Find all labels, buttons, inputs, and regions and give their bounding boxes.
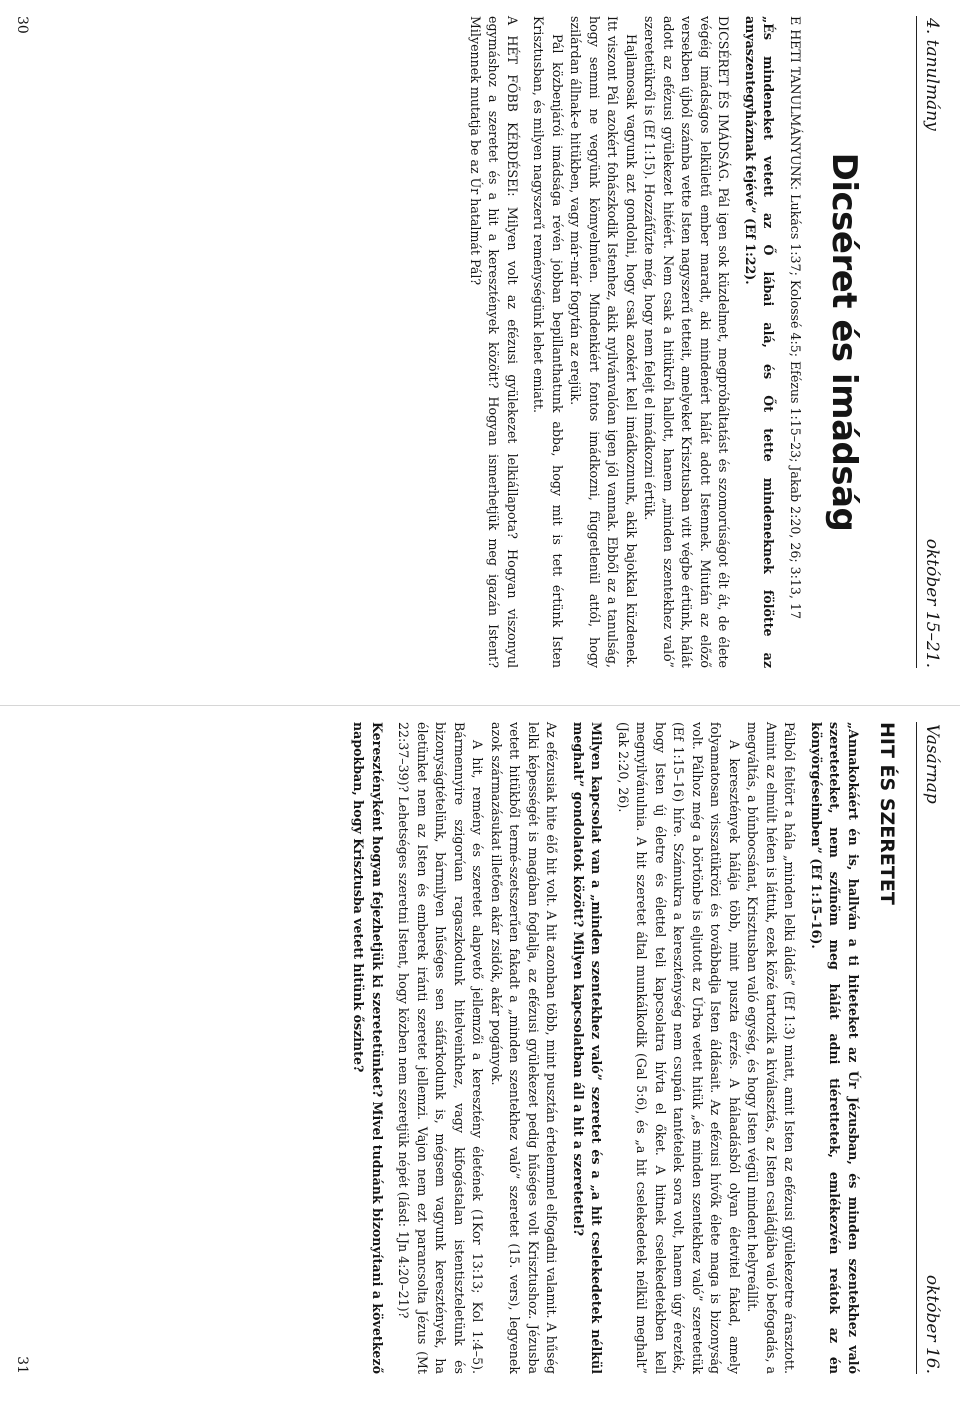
lesson-number: 4. [922,18,942,35]
body-paragraph: Hajlamosak vagyunk azt gondolni, hogy csak azokért kell imádkoznunk, akik bajokkal küzdenek. Itt viszont Pál azokért fohászkodik Istenhez, akik nyilvánvalóan igen jól vannak. Ebből az a tanulság, hogy semmi ne vegyünk kömyelműen. Mindenkiért fontos imádkozni, függetlenül attól, hogy szilárdan állnak-e hitükben, vagy már-már fogytán az erejük. [568,16,639,668]
page-number: 31 [14,1356,30,1374]
running-header [916,722,942,1374]
section-title: HIT ÉS SZERETET [876,722,898,905]
running-header [916,16,942,668]
right-page [0,706,960,1411]
page-number: 30 [14,16,30,34]
memory-verse: „És mindeneket vetett az Ő lábai alá, és Őt tette mindeneknek fölötte az anyaszentegyháznak fejévé” (Ef 1:22). [743,16,777,668]
weekly-study: E HETI TANULMÁNYUNK: Lukács 1:37; Kolossé 4:5; Efézus 1:15–23; Jakab 2:20, 26; 3:13, 17 [788,16,803,619]
date-label: október 16. [922,1274,942,1374]
lesson-word: tanulmány [922,39,942,131]
lesson-title: Dicséret és imádság [824,152,864,532]
date-range: október 15–21. [922,538,942,668]
lesson-label [922,18,942,131]
day-label: Vasárnap [922,724,942,804]
discussion-question: Milyen kapcsolat van a „minden szentekhez való” szeretet és a „a hit cselekedetek nélkül meghalt” gondolatok között? Milyen kapcsolatban áll a hit a szeretettel? [571,722,605,1374]
body-paragraph: A hit, remény és szeretet alapvető jellemzői a keresztény életének (1Kor 13:13; Kol 1:4–5). Bármennyire szigorúan ragaszkodunk hitelveinkhez, vagy kifogástalan istentiszteletünk és bizonyságtételünk, bármilyen hűséges sen sáfárkodunk is, mégsem vagyunk keresztények, ha életünket nem az Isten és emberek iránti szeretet jellemzi. Vajon nem ezt parancsolta Jézus (Mt 22:37–39)? Lehetséges szeretni Istent, hogy közben nem szeretjük népét (lásd: 1Jn 4:20–21)? [396,722,486,1374]
discussion-question: Keresztényként hogyan fejezhetjük ki szeretetünket? Mivel tudnánk bizonyítani a következő napokban, hogy Krisztusba vetett hitünk őszinte? [351,722,385,1374]
body-paragraph: Az efézusiak hite élő hit volt. A hit azonban több, mint pusztán értelemmel elfogadni valamit. A hűség lelki képességét is magában foglalja, az efézusi gyülekezet pedig hűséges volt Krisztushoz. Jézusba vetett hitükből termé-szetszerűen fakadt a „minden szentekhez való” szeretet (15. vers), legyenek azok származásukat illetően akár zsidók, akár pogányok. [489,722,560,1374]
body-paragraph: Pálból feltört a hála „minden lelki áldás” (Ef 1:3) miatt, amit Isten az efézusi gyülekezetre árasztott. Amint az elmúlt héten is láttuk, ezek közé tartozik a kiválasztás, az Isten családjába való befogadás, a megváltás, a bűnbocsánat, Krisztusban való egység, és hogy Isten végül mindent helyreállít. [745,722,798,1374]
key-questions: A HÉT FŐBB KÉRDÉSEI: Milyen volt az efézusi gyülekezet lelkiállapota? Hogyan viszonyul egymáshoz a szeretet és a hit a keresztények között? Hogyan ismerhetjük meg igazán Istent? Milyennek mutatja be az Úr hatalmát Pál? [468,16,520,668]
body-paragraph: A keresztények hálája több, mint puszta érzés. A hálaadásból olyan életvitel fakad, amely folyamatosan visszatükrözi és továbbadja Isten áldásait. Az efézusi hívők élete maga is bizonyság volt. Pálhoz még a börtönbe is eljutott az Úrba vetett hitük „és minden szentekhez való” szeretetük (Ef 1:15–16) híre. Számukra a kereszténység nem csupán tantételek sora volt, hanem úgy érezték, hogy Isten új életre és élettel teli kapcsolatra hívta el őket. A hitnek cselekedetekben kell megnyilvánulnia. A hit szeretet által munkálkodik (Gal 5:6), és „a hit cselekedetek nélkül meghalt” (Jak 2:20, 26). [616,722,742,1374]
lead-verse: „Annakokáért én is, hallván a ti hiteteket az Úr Jézusban, és minden szentekhez való szereteteket, nem szűnöm meg hálát adni tiérettetek, emlékezvén reátok az én könyörgéseimben” (Ef 1:15–16). [809,722,861,1374]
intro-paragraph: DICSÉRET ÉS IMÁDSÁG. Pál igen sok küzdelmet, megpróbáltatást és szomorúságot élt át, de élete végéig imádságos lelkületű ember maradt, aki mindenért hálát adott Istennek. Miután az előző versekben újból számba vette Isten nagyszerű tetteit, amelyeket Krisztusban vitt végbe értünk, hálát adott az efézusi gyülekezet hitéért. Nem csak a hitükről hallott, hanem „minden szentekhez való” szeretetükről is (Ef 1:15). Hozzáfűzte még, hogy nem felejt el imádkozni értük. [642,16,732,668]
left-page [0,0,960,705]
body-paragraph: Pál közbenjárói imádsága révén jobban bepillanthatunk abba, hogy mit is tett értünk Isten Krisztusban, és milyen nagyszerű reménységünk lehet emiatt. [531,16,565,668]
